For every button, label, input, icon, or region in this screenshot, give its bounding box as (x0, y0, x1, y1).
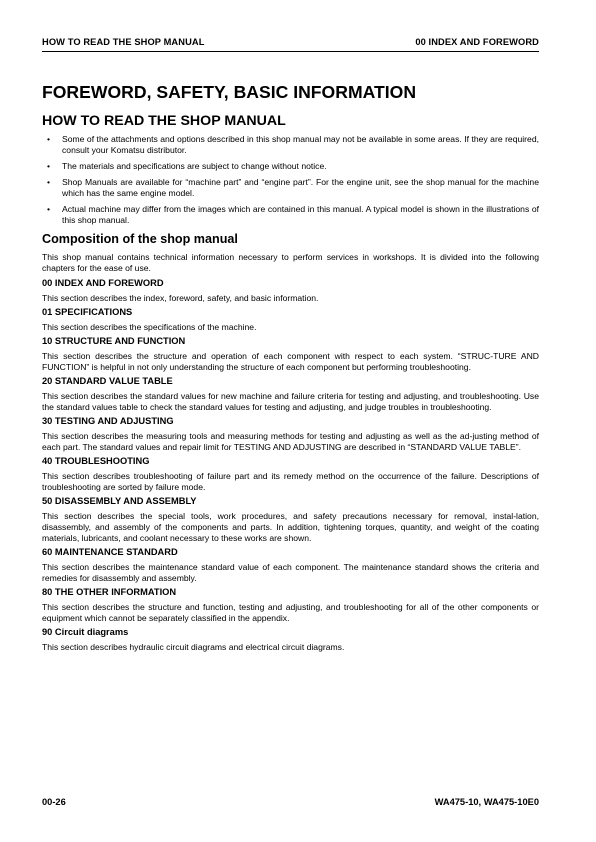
bullet-text: Some of the attachments and options described in this shop manual may not be available in some areas. If they are required, consult your Komatsu distributor. (62, 134, 539, 155)
list-item (42, 204, 539, 226)
chapter-section (42, 307, 539, 333)
chapter-description: This section describes troubleshooting of failure part and its remedy method on the occurrence of the failure. Descriptions of troubleshooting are sorted by failure mode. (42, 471, 539, 492)
chapter-description: This section describes the measuring tools and measuring methods for testing and adjusting as well as the ad-justing method of each part. The standard values and repair limit for TESTING AND ADJUSTING are described in “STANDARD VALUE TABLE”. (42, 431, 539, 452)
subsection-title: HOW TO READ THE SHOP MANUAL (42, 113, 286, 129)
page-header (42, 37, 539, 47)
chapter-description: This section describes the structure and function, testing and adjusting, and troubleshooting for all of the other components or equipment which cannot be separately classified in the appendix. (42, 602, 539, 623)
list-item (42, 134, 539, 156)
header-divider (42, 51, 539, 52)
chapter-title: 20 STANDARD VALUE TABLE (42, 376, 173, 386)
page-number: 00-26 (42, 797, 66, 807)
chapter-description: This section describes hydraulic circuit diagrams and electrical circuit diagrams. (42, 642, 345, 652)
composition-title: Composition of the shop manual (42, 232, 238, 246)
chapter-section (42, 547, 539, 584)
chapter-description: This section describes the structure and operation of each component with respect to each system. “STRUC-TURE AND FUNCTION” is helpful in not only understanding the structure of each component but performing troubleshooting. (42, 351, 539, 372)
chapter-title: 40 TROUBLESHOOTING (42, 456, 150, 466)
chapter-section (42, 416, 539, 453)
header-left-title: HOW TO READ THE SHOP MANUAL (42, 37, 205, 47)
chapter-title: 90 Circuit diagrams (42, 627, 129, 637)
page-footer (42, 797, 539, 807)
header-right-title: 00 INDEX AND FOREWORD (415, 37, 539, 47)
bullet-text: The materials and specifications are subject to change without notice. (62, 161, 327, 171)
bullet-icon: • (47, 134, 51, 144)
chapter-section (42, 376, 539, 413)
notes-bullet-list (42, 134, 539, 226)
chapter-title: 01 SPECIFICATIONS (42, 307, 133, 317)
chapter-title: 60 MAINTENANCE STANDARD (42, 547, 178, 557)
bullet-icon: • (47, 204, 51, 214)
chapter-section (42, 496, 539, 544)
chapter-title: 50 DISASSEMBLY AND ASSEMBLY (42, 496, 197, 506)
composition-intro: This shop manual contains technical information necessary to perform services in workshops. It is divided into the following chapters for the ease of use. (42, 252, 539, 273)
list-item (42, 177, 539, 199)
bullet-text: Shop Manuals are available for “machine part” and “engine part”. For the engine unit, see the shop manual for the machine which has the same engine model. (62, 177, 539, 198)
chapter-description: This section describes the standard values for new machine and failure criteria for testing and adjusting, and troubleshooting. Use the standard values table to check the standard values for testing and adjusting, and judge troubles in troubleshooting. (42, 391, 539, 412)
chapter-title: 80 THE OTHER INFORMATION (42, 587, 177, 597)
chapter-title: 00 INDEX AND FOREWORD (42, 278, 164, 288)
chapter-description: This section describes the index, foreword, safety, and basic information. (42, 293, 319, 303)
chapter-description: This section describes the special tools, work procedures, and safety precautions necessary for removal, instal-lation, disassembly, and assembly of the components and parts. In addition, tightening torques, quantity, and weight of the coating materials, lubricants, and coolant necessary to these works are shown. (42, 511, 539, 543)
section-title: FOREWORD, SAFETY, BASIC INFORMATION (42, 82, 417, 102)
chapter-section (42, 456, 539, 493)
bullet-text: Actual machine may differ from the images which are contained in this manual. A typical model is shown in the illustrations of this shop manual. (62, 204, 539, 225)
chapter-section (42, 627, 539, 653)
page-content (42, 81, 539, 656)
chapter-title: 10 STRUCTURE AND FUNCTION (42, 336, 186, 346)
chapter-section (42, 336, 539, 373)
list-item (42, 161, 539, 172)
chapter-section (42, 587, 539, 624)
chapter-description: This section describes the specifications of the machine. (42, 322, 257, 332)
model-code: WA475-10, WA475-10E0 (434, 797, 539, 807)
bullet-icon: • (47, 161, 51, 171)
chapter-description: This section describes the maintenance standard value of each component. The maintenance standard shows the criteria and remedies for disassembly and assembly. (42, 562, 539, 583)
chapter-section (42, 278, 539, 304)
chapter-title: 30 TESTING AND ADJUSTING (42, 416, 174, 426)
bullet-icon: • (47, 177, 51, 187)
